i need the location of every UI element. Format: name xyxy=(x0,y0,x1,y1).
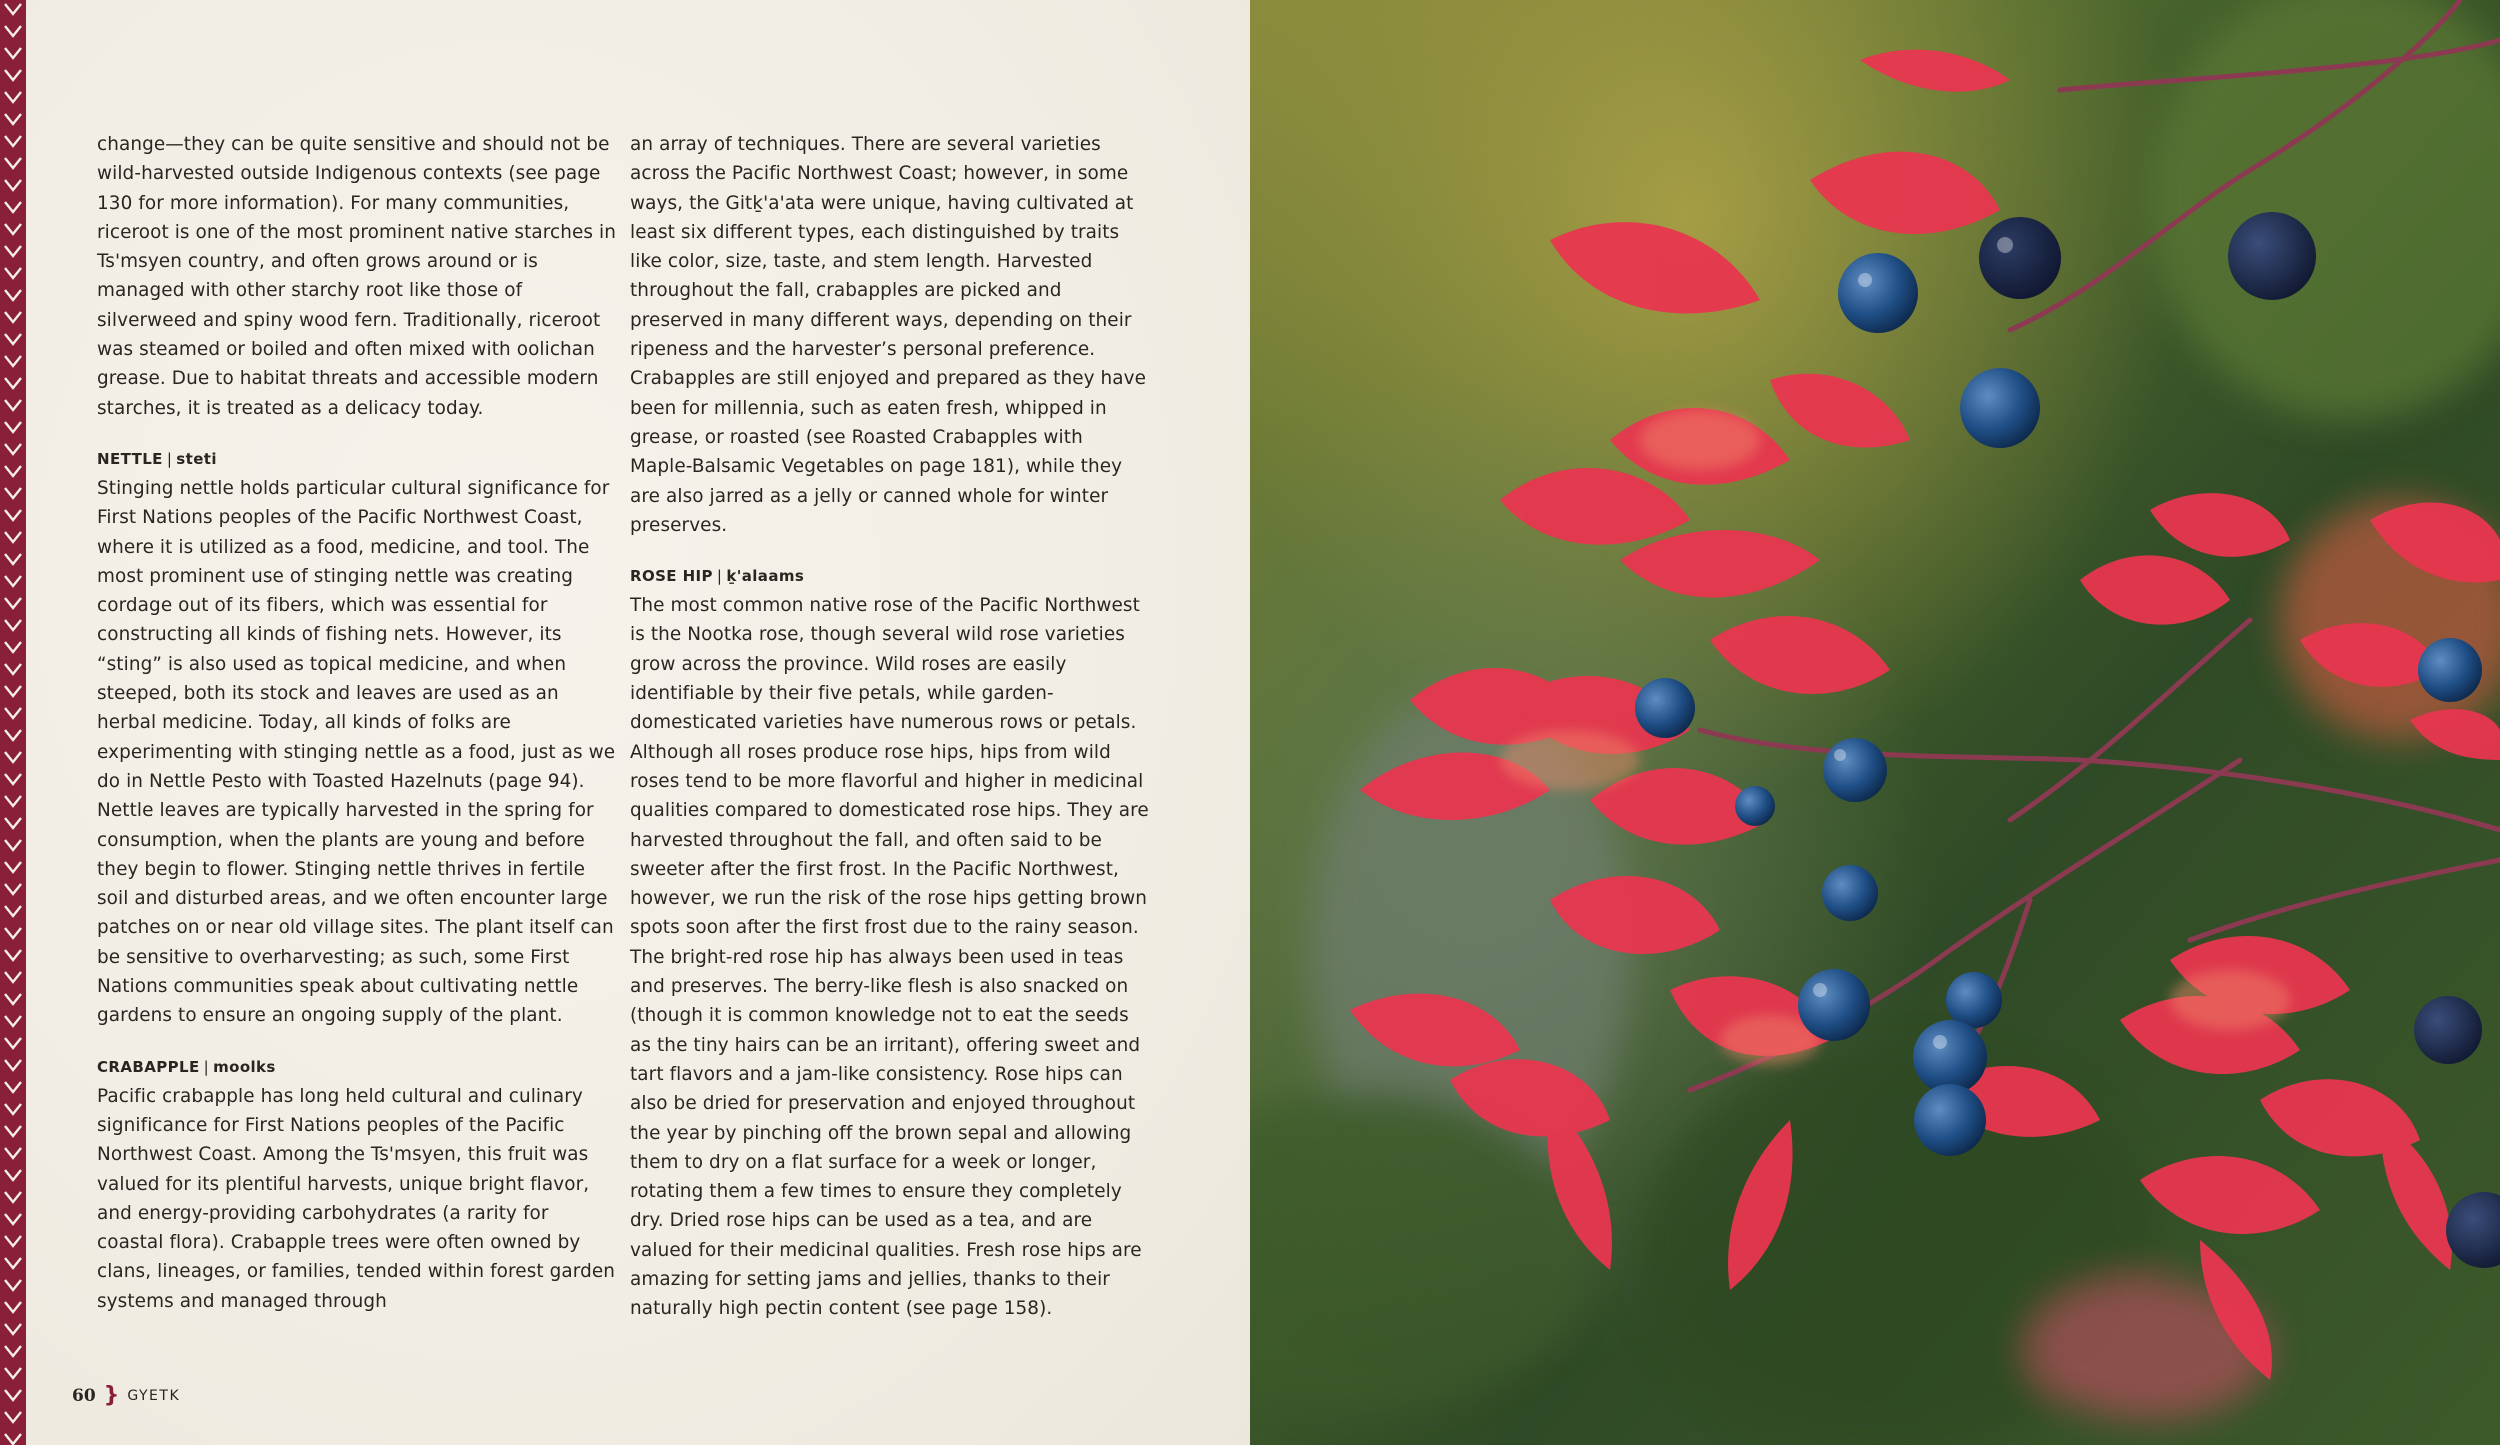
chevron-ornament-icon xyxy=(3,308,23,328)
chevron-ornament-icon xyxy=(3,0,23,20)
chevron-ornament-icon xyxy=(3,902,23,922)
chevron-ornament-icon xyxy=(3,594,23,614)
page-number: 60 xyxy=(72,1385,96,1406)
chevron-ornament-icon xyxy=(3,1386,23,1406)
chevron-ornament-icon xyxy=(3,1034,23,1054)
rose-hip-body: The most common native rose of the Pacific Northwest is the Nootka rose, though several wild rose varieties grow across the province. Wild roses are easily identifiable by their five petals, while garden-domesticated varieties have numerous rows or petals. Although all roses produce rose hips, hips from wild roses tend to be more flavorful and higher in medicinal qualities compared to domesticated rose hips. They are harvested throughout the fall, and often said to be sweeter after the first frost. In the Pacific Northwest, however, we run the risk of the rose hips getting brown spots soon after the first frost due to the rainy season. The bright-red rose hip has always been used in teas and preserves. The berry-like flesh is also snacked on (though it is common knowledge not to eat the seeds as the tiny hairs can be an irritant), offering sweet and tart flavors and a jam-like consistency. Rose hips can also be dried for preservation and enjoyed throughout the year by pinching off the brown sepal and allowing them to dry on a flat surface for a week or longer, rotating them a few times to ensure they completely dry. Dried rose hips can be used as a tea, and are valued for their medicinal qualities. Fresh rose hips are amazing for setting jams and jellies, thanks to their naturally high pectin content (see page 158). xyxy=(630,595,1149,1320)
chevron-ornament-icon xyxy=(3,440,23,460)
chevron-ornament-icon xyxy=(3,792,23,812)
chevron-ornament-icon xyxy=(3,1012,23,1032)
intro-paragraph: change—they can be quite sensitive and should not be wild-harvested outside Indigenous contexts (see page 130 for more information). For many communities, riceroot is one of the most prominent native starches in Ts'msyen country, and often grows around or is managed with other starchy root like those of silverweed and spiny wood fern. Traditionally, riceroot was steamed or boiled and often mixed with oolichan grease. Due to habitat threats and accessible modern starches, it is treated as a delicacy today. xyxy=(97,134,616,419)
chevron-ornament-icon xyxy=(3,946,23,966)
chevron-ornament-icon xyxy=(3,814,23,834)
chevron-ornament-icon xyxy=(3,770,23,790)
chevron-ornament-icon xyxy=(3,242,23,262)
chevron-ornament-icon xyxy=(3,396,23,416)
rose-hip-heading xyxy=(630,562,1150,591)
chevron-ornament-icon xyxy=(3,550,23,570)
chevron-ornament-icon xyxy=(3,1056,23,1076)
chevron-ornament-icon xyxy=(3,660,23,680)
chevron-ornament-icon xyxy=(3,1408,23,1428)
chevron-ornament-icon xyxy=(3,1254,23,1274)
chevron-ornament-icon xyxy=(3,110,23,130)
decorative-border xyxy=(0,0,26,1445)
heading-native-name: ḵ'alaams xyxy=(726,567,805,586)
chevron-ornament-icon xyxy=(3,880,23,900)
chevron-ornament-icon xyxy=(3,352,23,372)
chevron-ornament-icon xyxy=(3,1364,23,1384)
chevron-ornament-icon xyxy=(3,1232,23,1252)
chevron-ornament-icon xyxy=(3,154,23,174)
chevron-ornament-icon xyxy=(3,572,23,592)
heading-name: NETTLE xyxy=(97,449,163,468)
chevron-ornament-icon xyxy=(3,462,23,482)
chevron-ornament-icon xyxy=(3,924,23,944)
chevron-ornament-icon xyxy=(3,704,23,724)
footer-divider: } xyxy=(103,1383,120,1408)
chevron-ornament-icon xyxy=(3,1100,23,1120)
nettle-heading xyxy=(97,445,617,474)
running-head: GYETK xyxy=(127,1387,181,1404)
chevron-ornament-icon xyxy=(3,484,23,504)
chevron-ornament-icon xyxy=(3,1276,23,1296)
chevron-ornament-icon xyxy=(3,506,23,526)
chevron-ornament-icon xyxy=(3,990,23,1010)
chevron-ornament-icon xyxy=(3,1320,23,1340)
heading-name: CRABAPPLE xyxy=(97,1057,200,1076)
chevron-ornament-icon xyxy=(3,682,23,702)
chevron-ornament-icon xyxy=(3,374,23,394)
chevron-ornament-icon xyxy=(3,44,23,64)
chevron-ornament-icon xyxy=(3,1166,23,1186)
chevron-ornament-icon xyxy=(3,858,23,878)
chevron-ornament-icon xyxy=(3,726,23,746)
chevron-ornament-icon xyxy=(3,132,23,152)
chevron-ornament-icon xyxy=(3,1078,23,1098)
chevron-ornament-icon xyxy=(3,22,23,42)
chevron-ornament-icon xyxy=(3,264,23,284)
chevron-ornament-icon xyxy=(3,198,23,218)
page-footer xyxy=(72,1383,180,1408)
chevron-ornament-icon xyxy=(3,1298,23,1318)
crabapple-body: Pacific crabapple has long held cultural and culinary significance for First Nations peoples of the Pacific Northwest Coast. Among the Ts'msyen, this fruit was valued for its plentiful harvests, unique bright flavor, and energy-providing carbohydrates (a rarity for coastal flora). Crabapple trees were often owned by clans, lineages, or families, tended within forest garden systems and managed through xyxy=(97,1085,616,1312)
text-column-right xyxy=(630,130,1150,1324)
heading-separator: | xyxy=(166,449,173,468)
chevron-ornament-icon xyxy=(3,1188,23,1208)
chevron-ornament-icon xyxy=(3,1122,23,1142)
chevron-ornament-icon xyxy=(3,176,23,196)
blueberry-photo xyxy=(1250,0,2500,1445)
chevron-ornament-icon xyxy=(3,88,23,108)
chevron-ornament-icon xyxy=(3,638,23,658)
heading-native-name: steti xyxy=(176,449,217,468)
nettle-body: Stinging nettle holds particular cultural significance for First Nations peoples of the Pacific Northwest Coast, where it is utilized as a food, medicine, and tool. The most prominent use of stinging nettle was creating cordage out of its fibers, which was essential for constructing all kinds of fishing nets. However, its “sting” is also used as topical medicine, and when steeped, both its stock and leaves are used as an herbal medicine. Today, all kinds of folks are experimenting with stinging nettle as a food, just as we do in Nettle Pesto with Toasted Hazelnuts (page 94). Nettle leaves are typically harvested in the spring for consumption, when the plants are young and before they begin to flower. Stinging nettle thrives in fertile soil and disturbed areas, and we often encounter large patches on or near old village sites. The plant itself can be sensitive to overharvesting; as such, some First Nations communities speak about cultivating nettle gardens to ensure an ongoing supply of the plant. xyxy=(97,477,616,1027)
heading-separator: | xyxy=(716,567,723,586)
crabapple-heading xyxy=(97,1053,617,1082)
heading-separator: | xyxy=(203,1057,210,1076)
chevron-ornament-icon xyxy=(3,286,23,306)
text-column-left xyxy=(97,130,617,1316)
chevron-ornament-icon xyxy=(3,748,23,768)
heading-name: ROSE HIP xyxy=(630,567,713,586)
chevron-ornament-icon xyxy=(3,1430,23,1445)
chevron-ornament-icon xyxy=(3,330,23,350)
chevron-ornament-icon xyxy=(3,1210,23,1230)
chevron-ornament-icon xyxy=(3,968,23,988)
chevron-ornament-icon xyxy=(3,1342,23,1362)
chevron-ornament-icon xyxy=(3,66,23,86)
heading-native-name: moolks xyxy=(213,1057,276,1076)
chevron-ornament-icon xyxy=(3,220,23,240)
chevron-ornament-icon xyxy=(3,1144,23,1164)
chevron-ornament-icon xyxy=(3,836,23,856)
chevron-ornament-icon xyxy=(3,418,23,438)
crabapple-continued: an array of techniques. There are several varieties across the Pacific Northwest Coast; however, in some ways, the Gitḵ'a'ata were unique, having cultivated at least six different types, each distinguished by traits like color, size, taste, and stem length. Harvested throughout the fall, crabapples are picked and preserved in many different ways, depending on their ripeness and the harvester’s personal preference. Crabapples are still enjoyed and prepared as they have been for millennia, such as eaten fresh, whipped in grease, or roasted (see Roasted Crabapples with Maple-Balsamic Vegetables on page 181), while they are also jarred as a jelly or canned whole for winter preserves. xyxy=(630,134,1147,536)
chevron-ornament-icon xyxy=(3,616,23,636)
chevron-ornament-icon xyxy=(3,528,23,548)
